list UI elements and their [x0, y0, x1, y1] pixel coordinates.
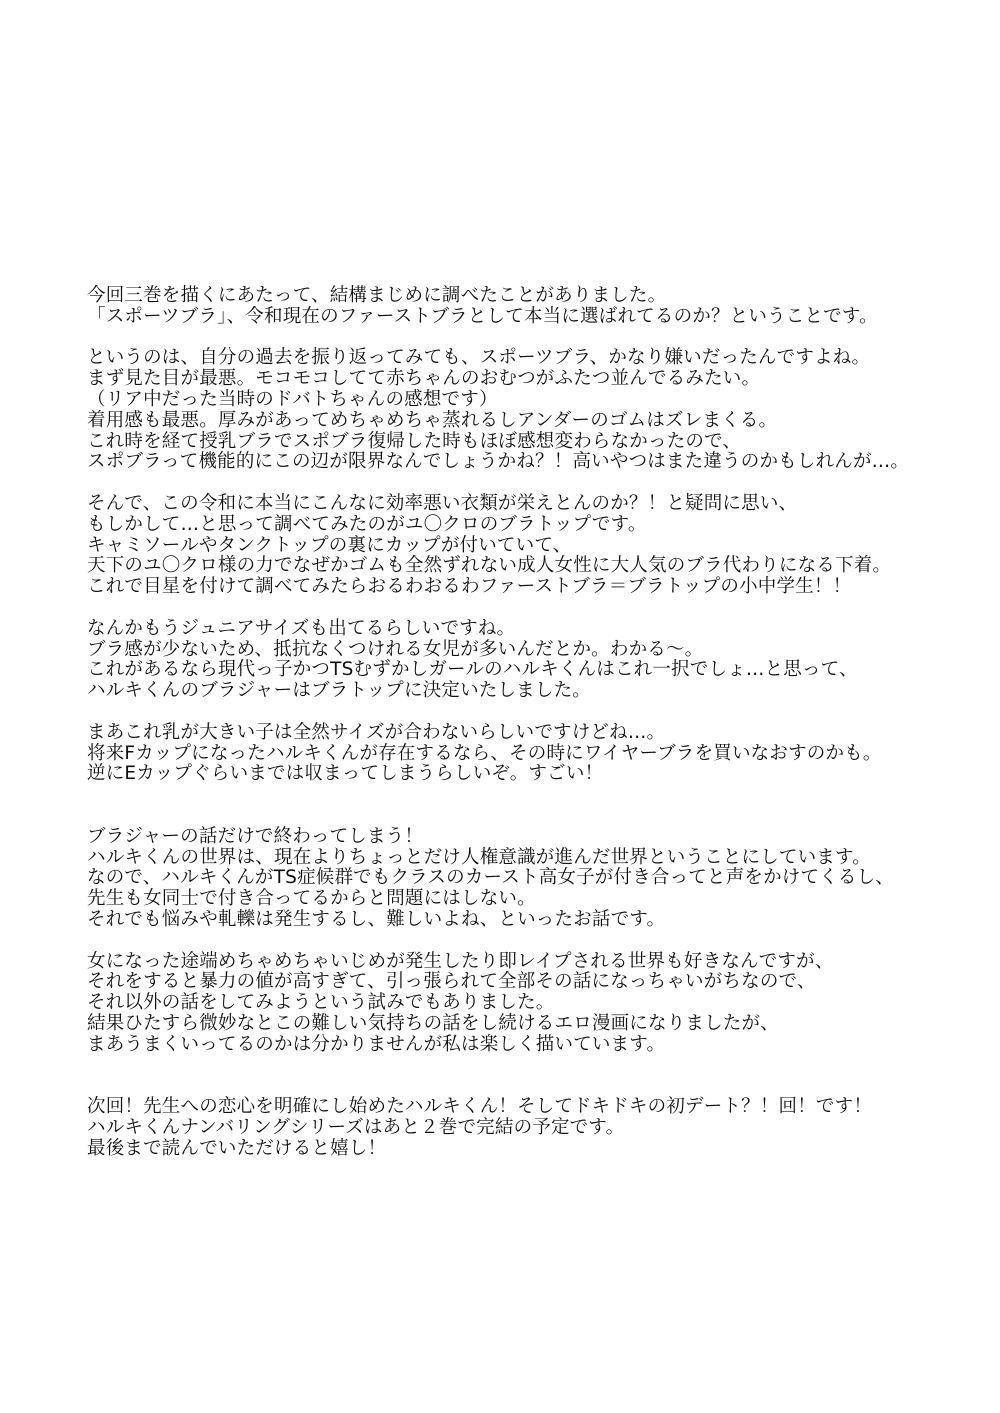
afterword-text [87, 286, 967, 1159]
paragraph-gap [87, 931, 967, 952]
text-line: 「スポーツブラ」、令和現在のファーストブラとして本当に選ばれてるのか？ということです。 [87, 305, 878, 327]
text-line: というのは、自分の過去を振り返ってみても、スポーツブラ、かなり嫌いだったんですよね。 [87, 347, 871, 369]
text-line: キャミソールやタンクトップの裏にカップが付いていて、 [87, 534, 572, 556]
text-line: 天下のユ〇クロ様の力でなぜかゴムも全然ずれない成人女性に大人気のブラ代わりになる下着。 [87, 555, 892, 577]
text-line: ブラジャーの話だけで終わってしまう！ [87, 825, 424, 847]
text-line: それ以外の話をしてみようという試みでもありました。 [87, 992, 555, 1014]
paragraph-gap [87, 328, 967, 349]
paragraph [87, 827, 967, 931]
text-line: なんかもうジュニアサイズも出てるらしいですね。 [87, 617, 516, 639]
text-line: なので、ハルキくんがTS症候群でもクラスのカースト高女子が付き合ってと声をかけてくるし、 [87, 867, 894, 889]
text-line: ハルキくんの世界は、現在よりちょっとだけ人権意識が進んだ世界ということにしています。 [87, 846, 871, 868]
text-line: もしかして…と思って調べてみたのがユ〇クロのブラトップです。 [87, 513, 647, 535]
paragraph-gap [87, 785, 967, 827]
paragraph [87, 494, 967, 598]
paragraph-gap [87, 598, 967, 619]
text-line: （リア中だった当時のドバトちゃんの感想です） [87, 388, 498, 410]
text-line: ブラ感が少ないため、抵抗なくつけれる女児が多いんだとか。わかる～。 [87, 638, 704, 660]
paragraph [87, 619, 967, 702]
text-line: それでも悩みや軋轢は発生するし、難しいよね、といったお話です。 [87, 908, 666, 930]
text-line: そんで、この令和に本当にこんなに効率悪い衣類が栄えとんのか？！と疑問に思い、 [87, 492, 798, 514]
text-line: 先生も女同士で付き合ってるからと問題にはしない。 [87, 888, 536, 910]
text-line: 将来Fカップになったハルキくんが存在するなら、その時にワイヤーブラを買いなおすのかも。 [87, 742, 882, 764]
text-line: これ時を経て授乳ブラでスポブラ復帰した時もほぼ感想変わらなかったので、 [87, 430, 742, 452]
paragraph-gap [87, 473, 967, 494]
text-line: まあこれ乳が大きい子は全然サイズが合わないらしいですけどね…。 [87, 721, 666, 743]
text-line: ハルキくんナンバリングシリーズはあと２巻で完結の予定です。 [87, 1116, 625, 1138]
text-line: 逆にEカップぐらいまでは収まってしまうらしいぞ。すごい！ [87, 763, 604, 785]
paragraph-gap [87, 1055, 967, 1097]
text-line: 着用感も最悪。厚みがあってめちゃめちゃ蒸れるしアンダーのゴムはズレまくる。 [87, 409, 778, 431]
text-line: 結果ひたすら微妙なとこの難しい気持ちの話をし続けるエロ漫画になりましたが、 [87, 1012, 779, 1034]
paragraph [87, 348, 967, 473]
text-line: それをすると暴力の値が高すぎて、引っ張られて全部その話になっちゃいがちなので、 [87, 971, 816, 993]
text-line: これがあるなら現代っ子かつTSむずかしガールのハルキくんはこれ一択でしょ…と思って、 [87, 659, 858, 681]
paragraph-gap [87, 702, 967, 723]
text-line: 次回！先生への恋心を明確にし始めたハルキくん！そしてドキドキの初デート？！回！です！ [87, 1096, 873, 1118]
text-line: まあうまくいってるのかは分かりませんが私は楽しく描いています。 [87, 1033, 666, 1055]
text-line: 女になった途端めちゃめちゃいじめが発生したり即レイプされる世界も好きなんですが、 [87, 950, 834, 972]
paragraph [87, 1097, 967, 1159]
text-line: スポブラって機能的にこの辺が限界なんでしょうかね？！高いやつはまた違うのかもしれんが…。 [87, 451, 910, 473]
text-line: これで目星を付けて調べてみたらおるわおるわファーストブラ＝ブラトップの小中学生！！ [87, 576, 852, 598]
paragraph [87, 952, 967, 1056]
text-line: まず見た目が最悪。モコモコしてて赤ちゃんのおむつがふたつ並んでるみたい。 [87, 368, 761, 390]
paragraph [87, 723, 967, 785]
text-line: ハルキくんのブラジャーはブラトップに決定いたしました。 [87, 680, 591, 702]
paragraph [87, 286, 967, 328]
text-line: 最後まで読んでいただけると嬉し！ [87, 1137, 387, 1159]
text-line: 今回三巻を描くにあたって、結構まじめに調べたことがありました。 [87, 285, 667, 306]
